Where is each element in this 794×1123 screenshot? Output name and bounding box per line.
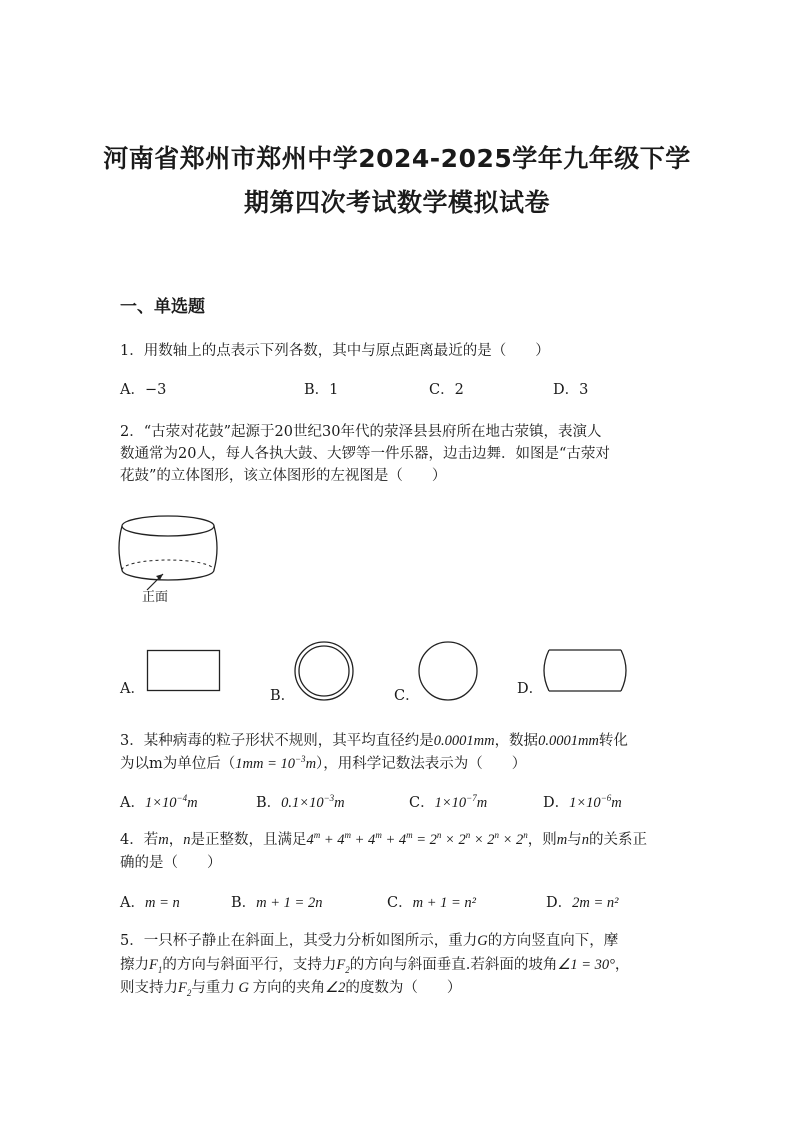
- q4-option-c-label: C．: [387, 895, 413, 911]
- q5-text-e: 的方向与斜面垂直.若斜面的坡角: [349, 957, 558, 973]
- q5-text-c: 擦力: [120, 957, 149, 973]
- q3-option-d-exp: −6: [600, 793, 612, 804]
- question-1-stem: 1．用数轴上的点表示下列各数，其中与原点距离最近的是（ ）: [120, 343, 550, 359]
- q3-option-a: [120, 793, 198, 813]
- question-2-stem-line-2: 数通常为20人，每人各执大鼓、大锣等一件乐器，边击边舞．如图是“古荥对: [120, 446, 610, 462]
- question-5-stem-line-2: [120, 955, 629, 975]
- q1-option-a: A．−3: [120, 382, 167, 398]
- q5-var-f1: $F_1$: [149, 957, 163, 975]
- q5-text-d: 的方向与斜面平行，支持力: [162, 957, 337, 973]
- q4-var-n-2: n: [581, 832, 590, 848]
- q2-option-d-label: D．: [517, 681, 544, 697]
- q3-value-1: 0.0001mm: [433, 733, 495, 749]
- q2-option-b-double-circle: [293, 640, 355, 702]
- q2-option-b-label: B．: [270, 688, 296, 704]
- q4-option-c-expr: m + 1 = n²: [412, 895, 476, 911]
- q4-text-c: 是正整数，且满足: [190, 832, 307, 848]
- q4-option-b-expr: m + 1 = 2n: [256, 895, 323, 911]
- q4-text-e: 与: [567, 832, 582, 848]
- q4-option-d-label: D．: [546, 895, 573, 911]
- q3-option-a-exp: −4: [176, 793, 188, 804]
- q3-conversion: $1mm = 10^{-3}m$: [235, 754, 317, 772]
- q2-option-d-barrel-shape: [541, 649, 631, 693]
- q3-text-b: ，数据: [494, 733, 539, 749]
- q4-var-n: n: [183, 832, 191, 848]
- front-view-label: 正面: [142, 590, 169, 605]
- q3-option-b-exp: −3: [323, 793, 335, 804]
- question-3-stem-line-1: [120, 731, 628, 751]
- q3-option-a-coef: 1×10: [144, 795, 177, 811]
- q5-text-b: 的方向竖直向下，摩: [487, 933, 619, 949]
- question-4-stem-line-1: [120, 830, 647, 850]
- q4-option-d-expr: 2m = n²: [572, 895, 619, 911]
- q4-text-b: ，: [168, 832, 184, 848]
- q3-option-d-label: D．: [543, 795, 570, 811]
- q3-text-e: ），用科学记数法表示为（ ）: [316, 756, 527, 772]
- q4-text-f: 的关系正: [589, 832, 648, 848]
- q3-option-a-unit: m: [187, 795, 198, 811]
- question-2-stem-line-1: 2．“古荥对花鼓”起源于20世纪30年代的荥泽县县府所在地古荥镇，表演人: [120, 424, 602, 440]
- q3-option-d-unit: m: [611, 795, 622, 811]
- q3-text-a: 3．某种病毒的粒子形状不规则，其平均直径约是: [120, 733, 434, 749]
- q1-option-c: C．2: [429, 382, 464, 398]
- question-5-stem-line-3: [120, 978, 461, 998]
- q5-var-g-2: G: [234, 980, 253, 996]
- q5-angle-2: ∠2: [325, 980, 346, 996]
- paper-title-line-1: 河南省郑州市郑州中学2024-2025学年九年级下学: [103, 144, 691, 173]
- q3-option-a-label: A．: [120, 795, 145, 811]
- q5-var-g: G: [477, 933, 488, 949]
- q3-value-2: 0.0001mm: [538, 733, 599, 749]
- q4-option-b-label: B．: [231, 895, 257, 911]
- q4-option-b: [231, 893, 322, 913]
- q5-var-f2-2: $F_2$: [178, 980, 192, 998]
- q4-option-a: [120, 893, 180, 913]
- q3-option-b-unit: m: [334, 795, 345, 811]
- q3-option-b: [256, 793, 345, 813]
- q4-var-m-2: m: [556, 832, 568, 848]
- q5-text-g: 则支持力: [120, 980, 178, 996]
- paper-title-line-2: 期第四次考试数学模拟试卷: [243, 188, 550, 217]
- q2-option-c-circle: [417, 640, 479, 702]
- q3-option-d-coef: 1×10: [569, 795, 601, 811]
- q4-text-d: ，则: [527, 832, 557, 848]
- q3-option-c-exp: −7: [466, 793, 477, 804]
- q5-text-j: 的度数为（ ）: [345, 980, 462, 996]
- q3-option-b-label: B．: [256, 795, 282, 811]
- q3-option-c-unit: m: [476, 795, 488, 811]
- q2-option-a-label: A．: [120, 681, 145, 697]
- q3-text-d: 为以m为单位后（: [120, 756, 236, 772]
- q5-text-i: 方向的夹角: [252, 980, 326, 996]
- q3-option-b-coef: 0.1×10: [281, 795, 324, 811]
- q4-text-a: 4．若: [120, 832, 159, 848]
- q5-var-f2: $F_2$: [336, 957, 350, 975]
- question-5-stem-line-1: [120, 931, 618, 951]
- q4-option-c: [387, 893, 476, 913]
- q1-option-d: D．3: [553, 382, 589, 398]
- q5-angle-1: ∠1 = 30°: [557, 957, 615, 973]
- q4-option-a-expr: m = n: [144, 895, 180, 911]
- q4-option-a-label: A．: [120, 895, 145, 911]
- q3-text-c: 转化: [598, 733, 628, 749]
- q3-option-c-label: C．: [409, 795, 435, 811]
- question-3-stem-line-2: [120, 754, 526, 774]
- q3-option-c-coef: 1×10: [434, 795, 467, 811]
- q4-var-m: m: [158, 832, 169, 848]
- q2-option-c-label: C．: [394, 688, 420, 704]
- q5-text-f: ，: [614, 957, 630, 973]
- q1-option-b: B．1: [304, 382, 339, 398]
- q2-option-a-rectangle: [147, 650, 221, 692]
- drum-3d-figure: [115, 512, 225, 592]
- q5-text-h: 与重力: [191, 980, 235, 996]
- question-2-stem-line-3: 花鼓”的立体图形，该立体图形的左视图是（ ）: [120, 468, 447, 484]
- q4-equation: $4^m + 4^m + 4^m + 4^m = 2^n \times 2^n \times 2^n \times 2^n$: [306, 830, 528, 848]
- q5-text-a: 5．一只杯子静止在斜面上，其受力分析如图所示，重力: [120, 933, 478, 949]
- question-4-stem-line-2: 确的是（ ）: [120, 855, 222, 871]
- q4-option-d: [546, 893, 619, 913]
- section-heading: 一、单选题: [120, 297, 205, 317]
- q3-option-d: [543, 793, 622, 813]
- q3-option-c: [409, 793, 487, 813]
